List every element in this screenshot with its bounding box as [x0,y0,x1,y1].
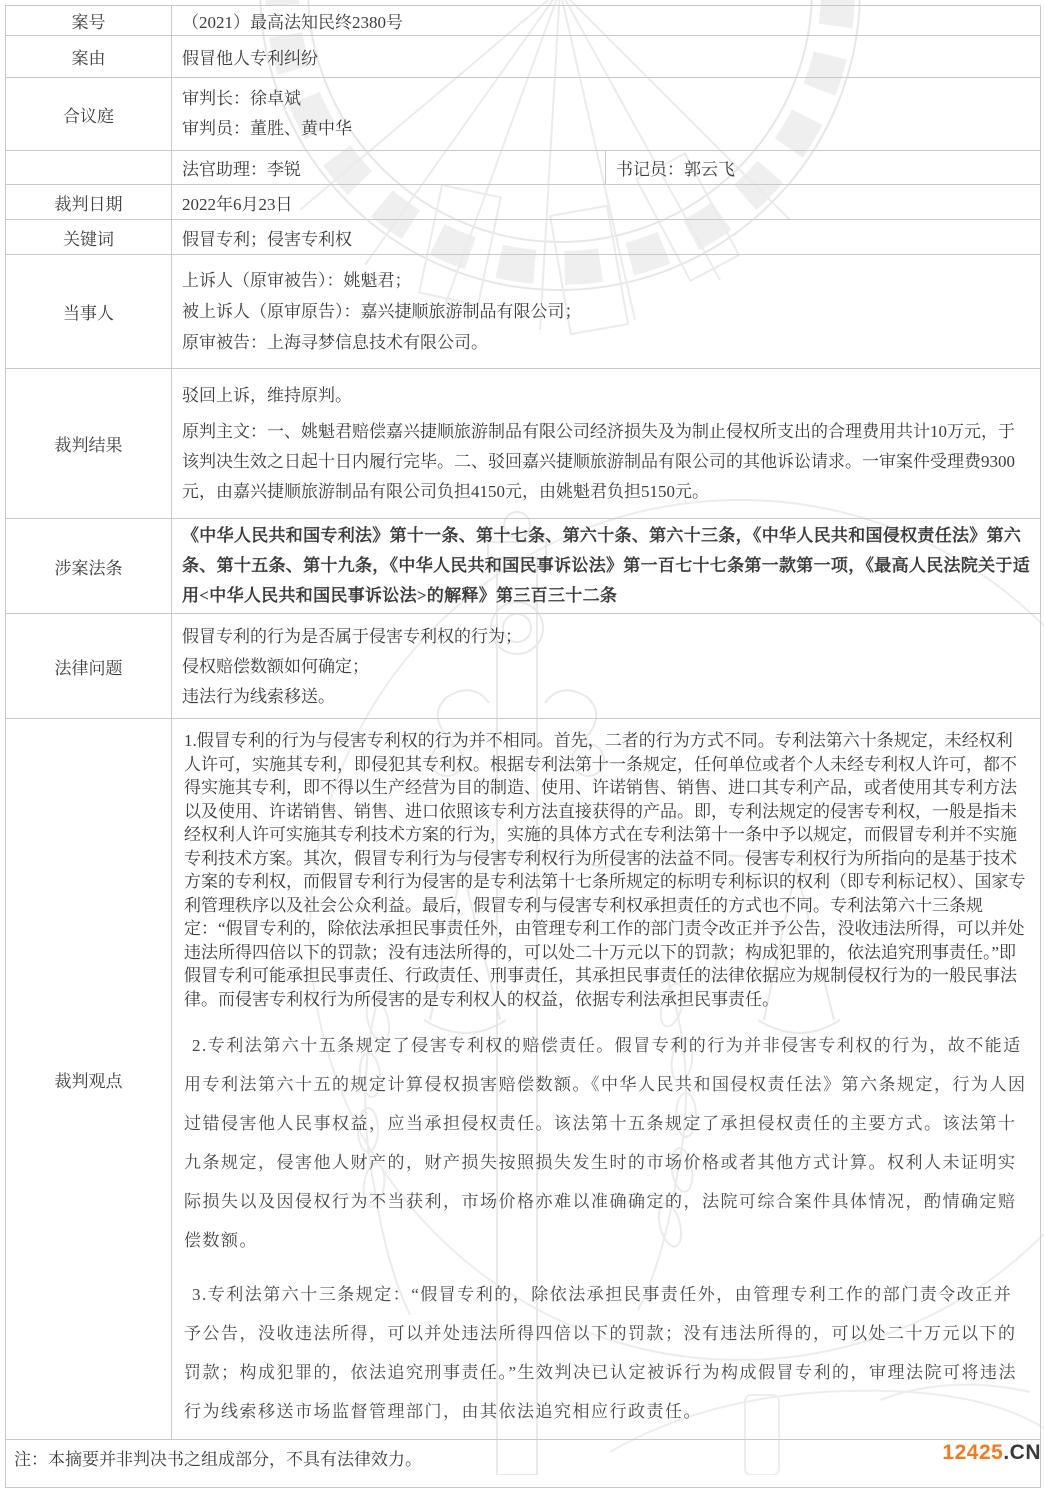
parties-value [172,255,1041,369]
opinion-paragraph-2: 2.专利法第六十五条规定了侵害专利权的赔偿责任。假冒专利的行为并非侵害专利权的行为，故不能适用专利法第六十五的规定计算侵权损害赔偿数额。《中华人民共和国侵权责任法》第六条规定，行为人因过错侵害他人民事权益，应当承担侵权责任。该法第十五条规定了承担侵权责任的主要方式。该法第十九条规定，侵害他人财产的，财产损失按照损失发生时的市场价格或者其他方式计算。权利人未证明实际损失以及因侵权行为不当获利，市场价格亦难以准确确定的，法院可综合案件具体情况，酌情确定赔偿数额。 [184,1036,1027,1250]
issues-label: 法律问题 [6,614,172,719]
case-number-value: （2021）最高法知民终2380号 [172,6,1041,36]
parties-label: 当事人 [6,255,172,369]
row-statutes [6,519,1041,614]
row-note [6,1440,1041,1488]
opinion-value [172,719,1041,1440]
result-original-judgment: 原判主文：一、姚魁君赔偿嘉兴捷顺旅游制品有限公司经济损失及为制止侵权所支出的合理费用共计10万元，于该判决生效之日起十日内履行完毕。二、驳回嘉兴捷顺旅游制品有限公司的其他诉讼请求。一审案件受理费9300元，由嘉兴捷顺旅游制品有限公司负担4150元，由姚魁君负担5150元。 [182,421,1015,501]
judge-assistant: 法官助理：李锐 [172,151,606,185]
court-clerk: 书记员：郭云飞 [606,151,1041,185]
site-watermark-number: 12425 [942,1441,1004,1464]
row-keywords [6,220,1041,255]
issue-2: 侵权赔偿数额如何确定； [182,656,369,676]
keywords-label: 关键词 [6,220,172,255]
case-summary-table [5,5,1041,1488]
statutes-label: 涉案法条 [6,519,172,614]
row-issues [6,614,1041,719]
row-panel [6,78,1041,151]
row-date [6,185,1041,220]
issues-value [172,614,1041,719]
row-cause [6,36,1041,78]
opinion-paragraph-3: 3.专利法第六十三条规定：“假冒专利的，除依法承担民事责任外，由管理专利工作的部门责令改正并予公告，没收违法所得，可以并处违法所得四倍以下的罚款；没有违法所得的，可以处二十万元以下的罚款；构成犯罪的，依法追究刑事责任。”生效判决已认定被诉行为构成假冒专利的，审理法院可将违法行为线索移送市场监督管理部门，由其依法追究相应行政责任。 [184,1285,1018,1421]
row-result [6,369,1041,519]
keywords-value: 假冒专利；侵害专利权 [172,220,1041,255]
panel-label: 合议庭 [6,78,172,151]
disclaimer-note: 注：本摘要并非判决书之组成部分，不具有法律效力。 [6,1440,1041,1488]
cause-label: 案由 [6,36,172,78]
appellant: 上诉人（原审被告）：姚魁君； [182,270,412,290]
opinion-paragraph-1: 1.假冒专利的行为与侵害专利权的行为并不相同。首先，二者的行为方式不同。专利法第六十条规定，未经权利人许可，实施其专利，即侵犯其专利权。根据专利法第十一条规定，任何单位或者个人未经专利权人许可，都不得实施其专利，即不得以生产经营为目的制造、使用、许诺销售、销售、进口其专利产品，或者使用其专利方法以及使用、许诺销售、销售、进口依照该专利方法直接获得的产品。即，专利法规定的侵害专利权，一般是指未经权利人许可实施其专利技术方案的行为，实施的具体方式在专利法第十一条中予以规定，而假冒专利并不实施专利技术方案。其次，假冒专利行为与侵害专利权行为所侵害的法益不同。侵害专利权行为所指向的是基于技术方案的专利权，而假冒专利行为侵害的是专利法第十七条所规定的标明专利标识的权利（即专利标记权）、国家专利管理秩序以及社会公众利益。最后，假冒专利与侵害专利权承担责任的方式也不同。专利法第六十三条规定：“假冒专利的，除依法承担民事责任外，由管理专利工作的部门责令改正并予公告，没收违法所得，可以并处违法所得四倍以下的罚款；没有违法所得的，可以处二十万元以下的罚款；构成犯罪的，依法追究刑事责任。”即假冒专利可能承担民事责任、行政责任、刑事责任，其承担民事责任的法律依据应为规制侵权行为的一般民事法律。而侵害专利权行为所侵害的是专利权人的权益，依据专利法承担民事责任。 [184,731,1026,1009]
result-label: 裁判结果 [6,369,172,519]
row-assistant-clerk [6,151,1041,185]
opinion-label: 裁判观点 [6,719,172,1440]
result-value [172,369,1041,519]
row-case-number [6,6,1041,36]
assistant-empty-label [6,151,172,185]
cause-value: 假冒他人专利纠纷 [172,36,1041,78]
site-watermark-tld: .CN [1003,1441,1041,1464]
issue-1: 假冒专利的行为是否属于侵害专利权的行为； [182,626,522,646]
date-value: 2022年6月23日 [172,185,1041,220]
presiding-judge: 审判长：徐卓斌 [182,89,301,108]
result-holding: 驳回上诉，维持原判。 [182,385,352,405]
panel-value [172,78,1041,151]
case-number-label: 案号 [6,6,172,36]
row-parties [6,255,1041,369]
judges: 审判员：董胜、黄中华 [182,119,352,138]
site-watermark [942,1441,1041,1465]
statutes-value: 《中华人民共和国专利法》第十一条、第十七条、第六十条、第六十三条，《中华人民共和国侵权责任法》第六条、第十五条、第十九条，《中华人民共和国民事诉讼法》第一百七十七条第一款第一项，《最高人民法院关于适用<中华人民共和国民事诉讼法>的解释》第三百三十二条 [172,519,1041,614]
date-label: 裁判日期 [6,185,172,220]
appellee: 被上诉人（原审原告）：嘉兴捷顺旅游制品有限公司； [182,301,582,321]
issue-3: 违法行为线索移送。 [182,686,335,706]
row-opinion [6,719,1041,1440]
original-defendant: 原审被告：上海寻梦信息技术有限公司。 [182,332,488,352]
